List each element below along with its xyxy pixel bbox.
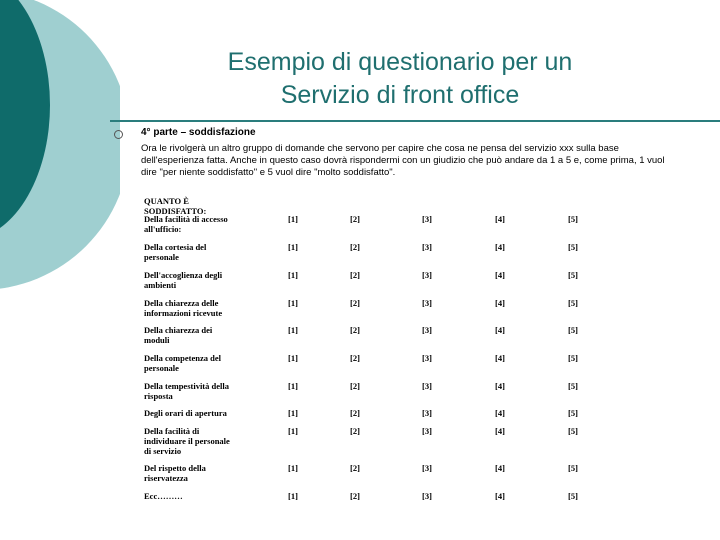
rating-option-3[interactable]: [3] <box>422 353 432 363</box>
question-label-line: informazioni ricevute <box>144 308 223 318</box>
question-label-line: Dell'accoglienza degli <box>144 270 223 280</box>
rating-option-2[interactable]: [2] <box>350 214 360 224</box>
rating-option-5[interactable]: [5] <box>568 381 578 391</box>
table-row <box>144 270 704 296</box>
rating-option-4[interactable]: [4] <box>495 463 505 473</box>
question-label-line: personale <box>144 252 179 262</box>
rating-option-1[interactable]: [1] <box>288 298 298 308</box>
rating-option-1[interactable]: [1] <box>288 214 298 224</box>
rating-option-1[interactable]: [1] <box>288 325 298 335</box>
question-label-line: Degli orari di apertura <box>144 408 227 418</box>
rating-option-4[interactable]: [4] <box>495 381 505 391</box>
table-row <box>144 491 704 517</box>
rating-option-2[interactable]: [2] <box>350 426 360 436</box>
rating-option-3[interactable]: [3] <box>422 408 432 418</box>
rating-option-1[interactable]: [1] <box>288 491 298 501</box>
question-label-line: Della cortesia del <box>144 242 207 252</box>
rating-option-4[interactable]: [4] <box>495 426 505 436</box>
rating-option-2[interactable]: [2] <box>350 325 360 335</box>
rating-option-4[interactable]: [4] <box>495 242 505 252</box>
rating-option-5[interactable]: [5] <box>568 491 578 501</box>
table-row <box>144 381 704 407</box>
questionnaire-header-line-1: QUANTO È <box>144 196 189 206</box>
table-row <box>144 298 704 324</box>
rating-option-5[interactable]: [5] <box>568 214 578 224</box>
question-label-line: Della chiarezza delle <box>144 298 219 308</box>
rating-option-4[interactable]: [4] <box>495 491 505 501</box>
instructions-paragraph: Ora le rivolgerà un altro gruppo di domande che servono per capire che cosa ne pensa del servizio xxx sulla base dell'esperienza fatta. Anche in questo caso dovrà rispondermi con un giudizio che può andare da 1 a 5 e, come prima, 1 vuol dire "per niente soddisfatto" e 5 vuol dire "molto soddisfatto". <box>141 143 665 178</box>
slide-title-line-1: Esempio di questionario per un <box>227 48 573 76</box>
rating-option-2[interactable]: [2] <box>350 270 360 280</box>
rating-option-2[interactable]: [2] <box>350 408 360 418</box>
question-label <box>144 214 269 234</box>
question-label-line: ambienti <box>144 280 177 290</box>
question-label-line: Della tempestività della <box>144 381 229 391</box>
rating-option-3[interactable]: [3] <box>422 491 432 501</box>
rating-option-5[interactable]: [5] <box>568 325 578 335</box>
rating-option-5[interactable]: [5] <box>568 242 578 252</box>
question-label-line: di servizio <box>144 446 182 456</box>
question-label-line: Ecc……… <box>144 491 183 501</box>
question-label-line: Della facilità di <box>144 426 200 436</box>
rating-option-1[interactable]: [1] <box>288 270 298 280</box>
rating-option-1[interactable]: [1] <box>288 463 298 473</box>
question-label <box>144 325 269 345</box>
table-row <box>144 426 704 456</box>
rating-option-3[interactable]: [3] <box>422 325 432 335</box>
rating-option-2[interactable]: [2] <box>350 353 360 363</box>
rating-option-4[interactable]: [4] <box>495 214 505 224</box>
rating-option-5[interactable]: [5] <box>568 463 578 473</box>
rating-option-5[interactable]: [5] <box>568 408 578 418</box>
question-label-line: Del rispetto della <box>144 463 206 473</box>
table-row <box>144 214 704 240</box>
question-label <box>144 426 269 456</box>
rating-option-1[interactable]: [1] <box>288 381 298 391</box>
rating-option-3[interactable]: [3] <box>422 463 432 473</box>
rating-option-4[interactable]: [4] <box>495 408 505 418</box>
questionnaire-header <box>144 196 254 216</box>
bullet-circle-icon <box>114 130 123 139</box>
rating-option-3[interactable]: [3] <box>422 214 432 224</box>
question-label-line: Della competenza del <box>144 353 221 363</box>
rating-option-2[interactable]: [2] <box>350 491 360 501</box>
rating-option-3[interactable]: [3] <box>422 242 432 252</box>
decorative-circles <box>0 0 120 540</box>
rating-option-2[interactable]: [2] <box>350 463 360 473</box>
question-label <box>144 463 269 483</box>
table-row <box>144 463 704 489</box>
question-label <box>144 408 269 418</box>
question-label-line: riservatezza <box>144 473 188 483</box>
question-label <box>144 298 269 318</box>
slide-title <box>150 46 650 112</box>
rating-option-3[interactable]: [3] <box>422 426 432 436</box>
questionnaire-header-line-2: SODDISFATTO: <box>144 206 207 216</box>
rating-option-4[interactable]: [4] <box>495 353 505 363</box>
rating-option-1[interactable]: [1] <box>288 242 298 252</box>
question-label-line: moduli <box>144 335 170 345</box>
rating-option-3[interactable]: [3] <box>422 270 432 280</box>
question-label-line: Della chiarezza dei <box>144 325 213 335</box>
table-row <box>144 242 704 268</box>
question-label-line: all'ufficio: <box>144 224 182 234</box>
rating-option-4[interactable]: [4] <box>495 325 505 335</box>
slide-title-line-2: Servizio di front office <box>280 81 520 109</box>
title-divider <box>110 120 720 122</box>
question-label-line: risposta <box>144 391 173 401</box>
table-row <box>144 325 704 351</box>
question-label <box>144 242 269 262</box>
rating-option-2[interactable]: [2] <box>350 298 360 308</box>
section-subheading: 4° parte – soddisfazione <box>141 127 256 138</box>
rating-option-5[interactable]: [5] <box>568 426 578 436</box>
table-row <box>144 353 704 379</box>
rating-option-3[interactable]: [3] <box>422 381 432 391</box>
rating-option-1[interactable]: [1] <box>288 408 298 418</box>
rating-option-4[interactable]: [4] <box>495 270 505 280</box>
rating-option-1[interactable]: [1] <box>288 426 298 436</box>
rating-option-5[interactable]: [5] <box>568 298 578 308</box>
question-label <box>144 491 269 501</box>
rating-option-3[interactable]: [3] <box>422 298 432 308</box>
question-label <box>144 353 269 373</box>
question-label <box>144 381 269 401</box>
rating-option-2[interactable]: [2] <box>350 242 360 252</box>
rating-option-4[interactable]: [4] <box>495 298 505 308</box>
question-label-line: Della facilità di accesso <box>144 214 228 224</box>
rating-option-5[interactable]: [5] <box>568 270 578 280</box>
question-label-line: individuare il personale <box>144 436 230 446</box>
rating-option-5[interactable]: [5] <box>568 353 578 363</box>
rating-option-2[interactable]: [2] <box>350 381 360 391</box>
question-label <box>144 270 269 290</box>
question-label-line: personale <box>144 363 179 373</box>
rating-option-1[interactable]: [1] <box>288 353 298 363</box>
